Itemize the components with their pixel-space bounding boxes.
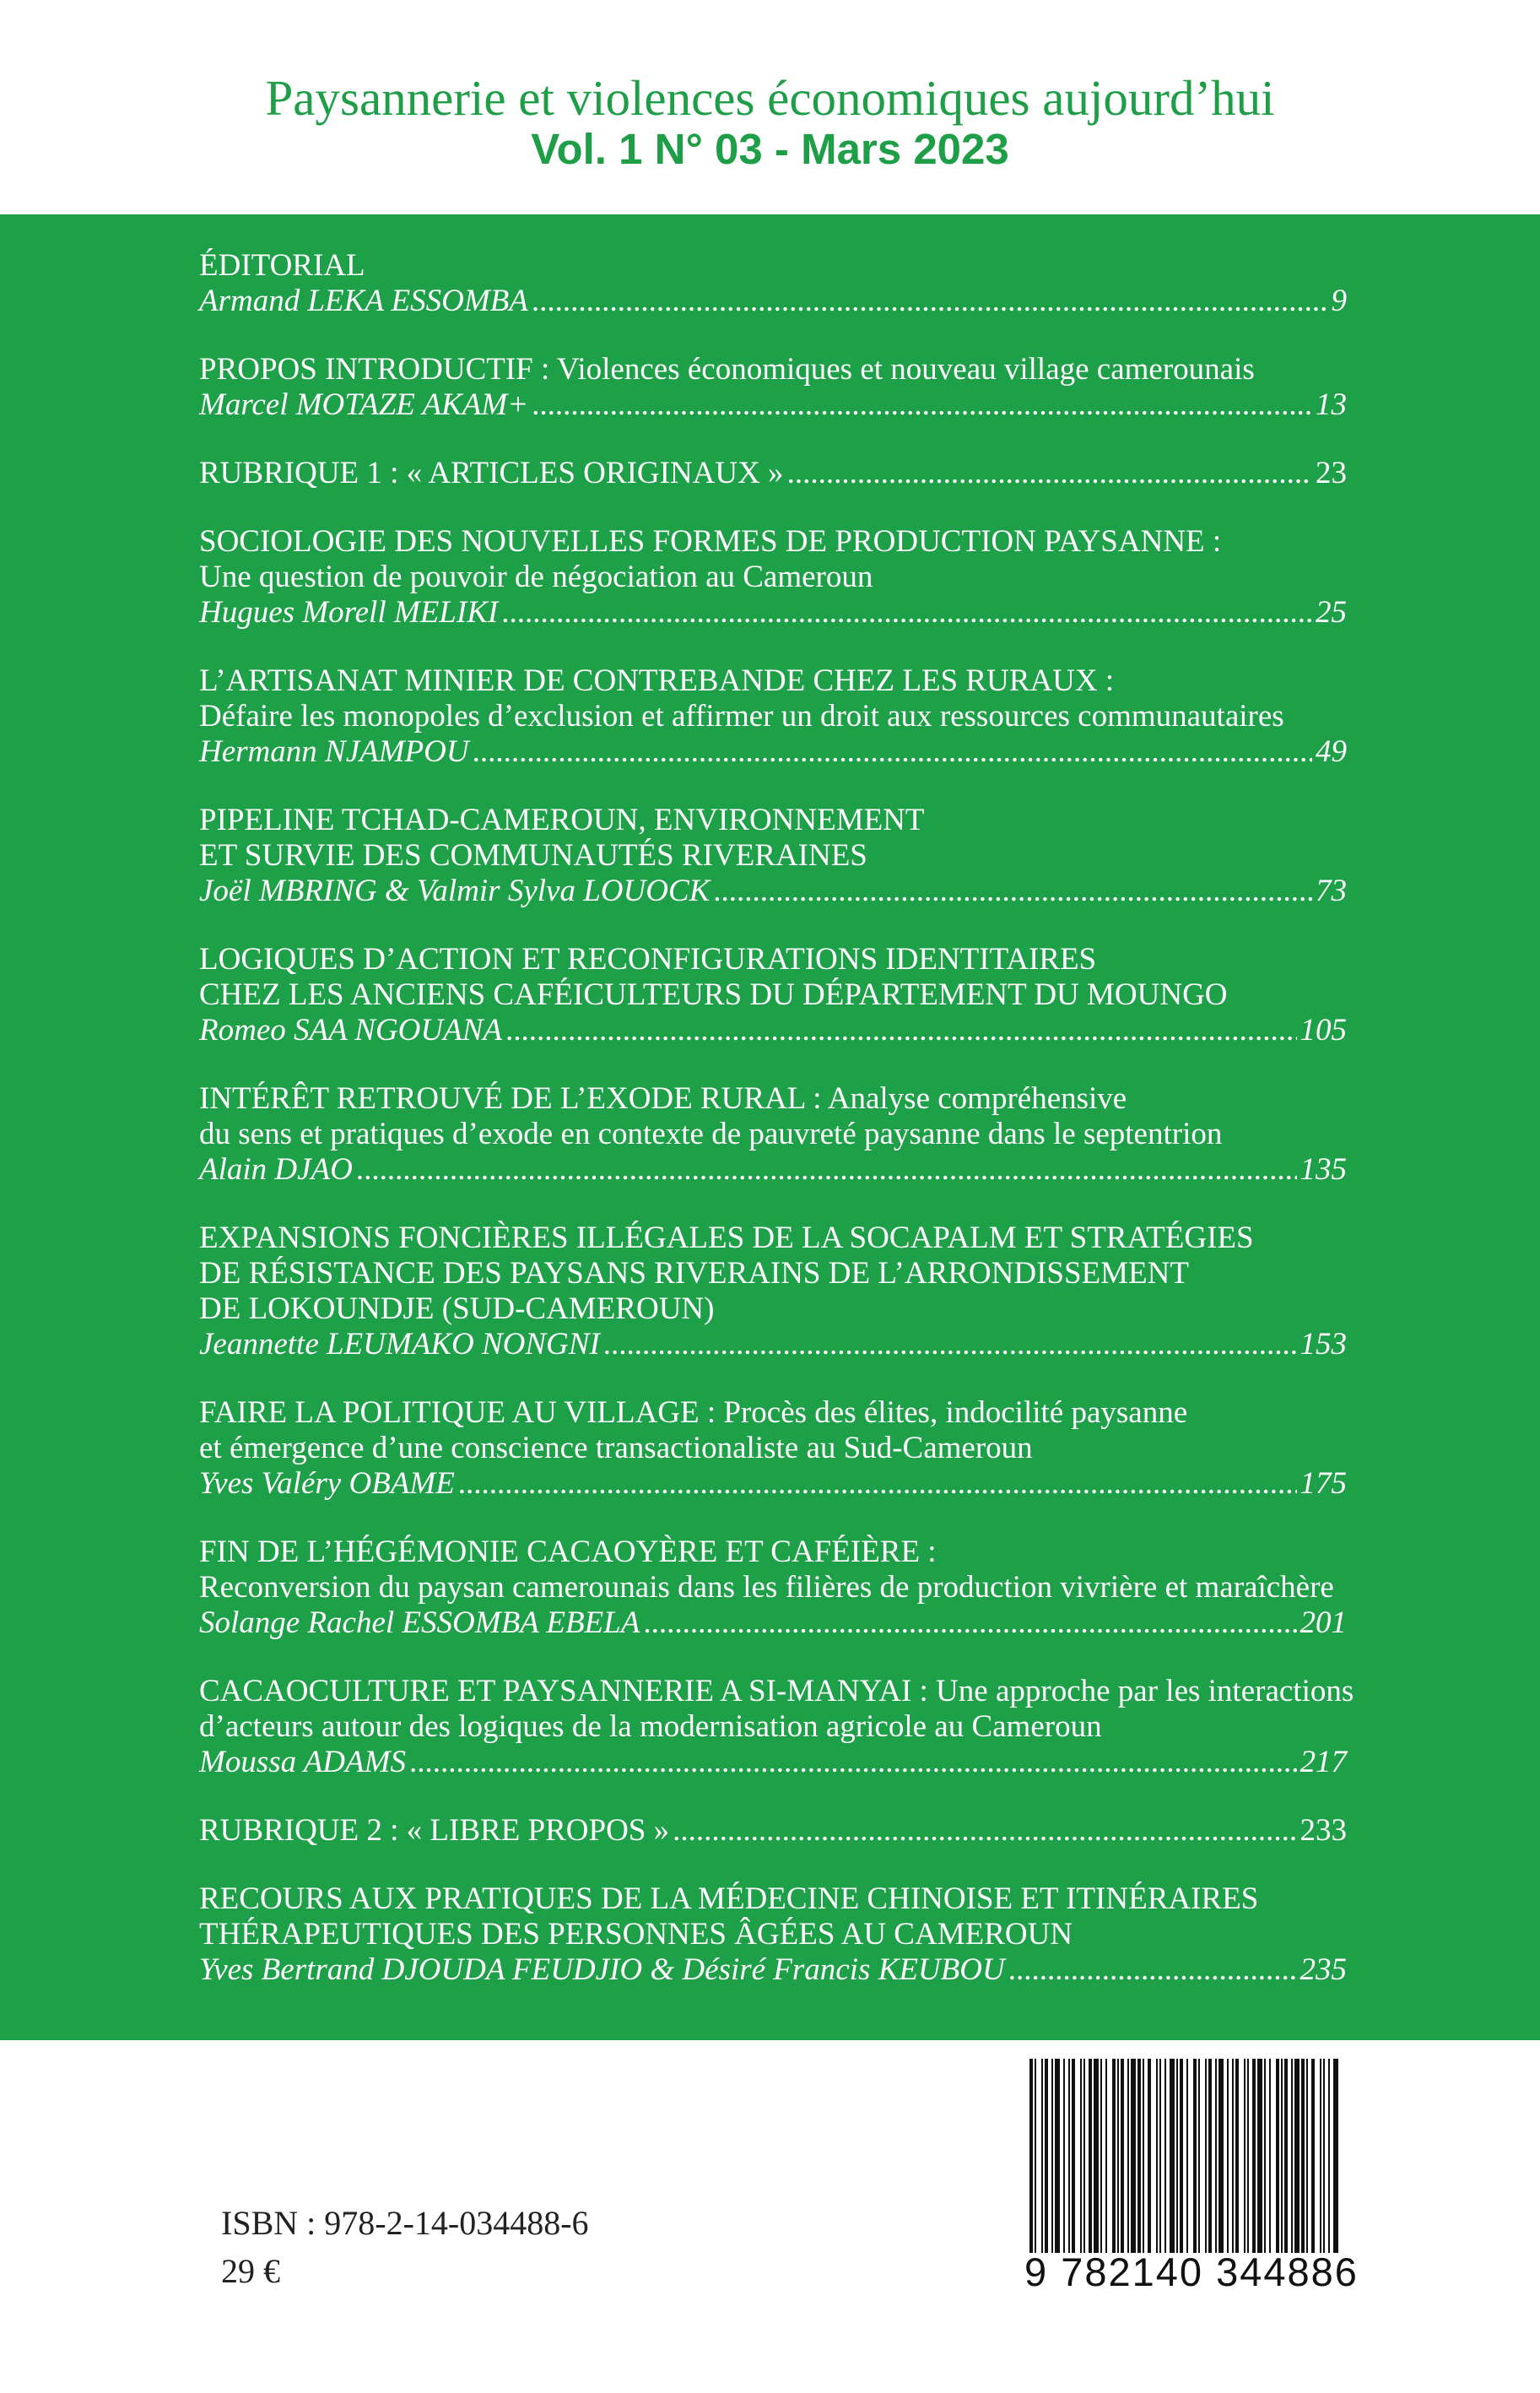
toc-author-line (199, 284, 1347, 319)
toc-author-line (199, 734, 1347, 770)
toc-entry-page: 23 (1316, 456, 1347, 490)
barcode-bar (1068, 2059, 1070, 2253)
barcode-bar (1264, 2059, 1266, 2253)
barcode-bar (1170, 2059, 1175, 2253)
toc-entry-subtitle: du sens et pratiques d’exode en contexte de pauvreté paysanne dans le septentrion (199, 1117, 1223, 1151)
barcode-bar (1127, 2059, 1129, 2253)
toc-author-line (199, 1605, 1347, 1641)
toc-entry-title: SOCIOLOGIE DES NOUVELLES FORMES DE PRODUCTION PAYSANNE : (199, 524, 1222, 559)
toc-entry-title: ÉDITORIAL (199, 248, 365, 283)
toc-entry-author: Alain DJAO (199, 1152, 353, 1187)
toc-entry-author: Hugues Morell MELIKI (199, 595, 499, 630)
barcode-bar (1105, 2059, 1107, 2253)
barcode-digits: 9 782140 344886 (1024, 2250, 1359, 2294)
barcode-bar (1094, 2059, 1099, 2253)
toc-entry (199, 1395, 1347, 1502)
barcode-bar (1156, 2059, 1158, 2253)
dot-leader (473, 734, 1312, 770)
toc-entry-author: Moussa ADAMS (199, 1745, 406, 1779)
toc-author-line (199, 1466, 1347, 1502)
barcode-bar (1180, 2059, 1183, 2253)
toc-entry-page: 73 (1316, 874, 1347, 908)
toc-entry-author: Armand LEKA ESSOMBA (199, 284, 528, 318)
barcode-bar (1143, 2059, 1144, 2253)
journal-title: Paysannerie et violences économiques aujourd’hui (265, 70, 1275, 126)
toc-entry-title: RECOURS AUX PRATIQUES DE LA MÉDECINE CHINOISE ET ITINÉRAIRES (199, 1881, 1259, 1916)
barcode-bar (1294, 2059, 1300, 2253)
toc-entry-page: 9 (1331, 284, 1347, 318)
toc-rubric-line (199, 1813, 1347, 1849)
barcode-bar (1320, 2059, 1321, 2253)
toc-entry-author: Hermann NJAMPOU (199, 734, 469, 769)
toc-entry-page: 105 (1300, 1013, 1347, 1048)
barcode-bar (1137, 2059, 1141, 2253)
toc-entry-author: Joël MBRING & Valmir Sylva LOUOCK (199, 874, 711, 908)
toc-entry-page: 25 (1316, 595, 1347, 630)
dot-leader (673, 1813, 1296, 1849)
dot-leader (532, 284, 1328, 319)
toc-rubric-title: RUBRIQUE 2 : « LIBRE PROPOS » (199, 1813, 670, 1848)
toc-rubric (199, 1813, 1347, 1849)
barcode-bar (1291, 2059, 1293, 2253)
toc-entry-title: CACAOCULTURE ET PAYSANNERIE A SI-MANYAI : Une approche par les interactions (199, 1674, 1354, 1708)
barcode-bar (1284, 2059, 1288, 2253)
barcode-bar (1333, 2059, 1338, 2253)
toc-entry-subtitle: d’acteurs autour des logiques de la modernisation agricole au Cameroun (199, 1709, 1102, 1744)
barcode-bar (1051, 2059, 1053, 2253)
toc-entry-subtitle: Une question de pouvoir de négociation au Cameroun (199, 560, 873, 594)
barcode-bar (1117, 2059, 1119, 2253)
barcode-bar (1100, 2059, 1102, 2253)
barcode-bar (1244, 2059, 1246, 2253)
table-of-contents (199, 248, 1354, 2021)
dot-leader (643, 1605, 1296, 1641)
barcode-bar (1215, 2059, 1217, 2253)
toc-entry (199, 352, 1347, 423)
toc-author-line (199, 1952, 1347, 1988)
toc-entry-author: Solange Rachel ESSOMBA EBELA (199, 1605, 640, 1640)
toc-entry-author: Romeo SAA NGOUANA (199, 1013, 502, 1048)
barcode-bar (1232, 2059, 1234, 2253)
barcode-bar (1328, 2059, 1330, 2253)
barcode-bar (1193, 2059, 1197, 2253)
toc-entry-subtitle: CHEZ LES ANCIENS CAFÉICULTEURS DU DÉPARTEMENT DU MOUNGO (199, 977, 1228, 1012)
toc-author-line (199, 387, 1347, 423)
barcode-bar (1252, 2059, 1256, 2253)
barcode-bar (1029, 2059, 1033, 2253)
dot-leader (1008, 1952, 1297, 1988)
toc-entry-title: LOGIQUES D’ACTION ET RECONFIGURATIONS IDENTITAIRES (199, 942, 1097, 977)
toc-entry-page: 49 (1316, 734, 1347, 769)
barcode-bar (1218, 2059, 1224, 2253)
toc-entry-page: 135 (1300, 1152, 1347, 1187)
toc-entry-page: 153 (1300, 1327, 1347, 1362)
dot-leader (501, 595, 1312, 631)
toc-entry-title: L’ARTISANAT MINIER DE CONTREBANDE CHEZ LES RURAUX : (199, 663, 1115, 698)
toc-entry-author: Jeannette LEUMAKO NONGNI (199, 1327, 600, 1362)
toc-author-line (199, 1327, 1347, 1362)
toc-entry-subtitle: Reconversion du paysan camerounais dans les filières de production vivrière et maraîchère (199, 1570, 1334, 1605)
barcode-bar (1089, 2059, 1092, 2253)
barcode-bar (1323, 2059, 1325, 2253)
issue-label: Vol. 1 N° 03 - Mars 2023 (531, 125, 1009, 173)
toc-entry-subtitle: Défaire les monopoles d’exclusion et affirmer un droit aux ressources communautaires (199, 699, 1284, 734)
toc-entry-title: INTÉRÊT RETROUVÉ DE L’EXODE RURAL : Analyse compréhensive (199, 1081, 1127, 1116)
barcode-bar (1198, 2059, 1200, 2253)
barcode-bar (1148, 2059, 1151, 2253)
toc-author-line (199, 1152, 1347, 1188)
barcode-bar (1269, 2059, 1271, 2253)
toc-entry-title: FIN DE L’HÉGÉMONIE CACAOYÈRE ET CAFÉIÈRE : (199, 1535, 937, 1569)
cover-footer (0, 2040, 1540, 2393)
toc-author-line (199, 595, 1347, 631)
toc-entry (199, 524, 1347, 631)
toc-entry-page: 217 (1300, 1745, 1347, 1779)
toc-entry-subtitle: DE LOKOUNDJE (SUD-CAMEROUN) (199, 1291, 715, 1326)
toc-entry-author: Marcel MOTAZE AKAM+ (199, 387, 529, 422)
cover-header (0, 0, 1540, 214)
barcode-bar (1227, 2059, 1229, 2253)
toc-entry-author: Yves Bertrand DJOUDA FEUDJIO & Désiré Francis KEUBOU (199, 1952, 1005, 1987)
barcode-bar (1080, 2059, 1082, 2253)
dot-leader (603, 1327, 1297, 1362)
toc-entry-subtitle: DE RÉSISTANCE DES PAYSANS RIVERAINS DE L’ARRONDISSEMENT (199, 1256, 1189, 1291)
toc-author-line (199, 874, 1347, 909)
toc-entry (199, 1081, 1347, 1188)
toc-entry (199, 942, 1347, 1048)
barcode-bar (1035, 2059, 1036, 2253)
toc-author-line (199, 1013, 1347, 1048)
dot-leader (713, 874, 1312, 909)
barcode-bar (1247, 2059, 1249, 2253)
dot-leader (787, 456, 1312, 491)
dot-leader (532, 387, 1312, 423)
toc-entry-title: PROPOS INTRODUCTIF : Violences économiques et nouveau village camerounais (199, 352, 1255, 387)
toc-rubric-title: RUBRIQUE 1 : « ARTICLES ORIGINAUX » (199, 456, 784, 490)
barcode-bar (1235, 2059, 1239, 2253)
barcode-bar (1306, 2059, 1308, 2253)
barcode-bar (1186, 2059, 1188, 2253)
toc-entry-page: 175 (1300, 1466, 1347, 1501)
toc-entry-subtitle: et émergence d’une conscience transactionaliste au Sud-Cameroun (199, 1431, 1033, 1465)
toc-entry-subtitle: ET SURVIE DES COMMUNAUTÉS RIVERAINES (199, 838, 867, 873)
toc-entry (199, 248, 1347, 319)
barcode-bar (1301, 2059, 1305, 2253)
toc-entry-page: 13 (1316, 387, 1347, 422)
barcode-bar (1311, 2059, 1315, 2253)
toc-entry (199, 1535, 1347, 1641)
toc-rubric-line (199, 456, 1347, 491)
barcode (1024, 2059, 1359, 2294)
table-of-contents-panel (0, 214, 1540, 2040)
toc-entry-title: FAIRE LA POLITIQUE AU VILLAGE : Procès des élites, indocilité paysanne (199, 1395, 1188, 1430)
dot-leader (409, 1745, 1297, 1780)
barcode-bar (1112, 2059, 1116, 2253)
barcode-bar (1063, 2059, 1065, 2253)
barcode-bar (1176, 2059, 1178, 2253)
toc-entry-subtitle: THÉRAPEUTIQUES DES PERSONNES ÂGÉES AU CAMEROUN (199, 1917, 1073, 1952)
dot-leader (458, 1466, 1297, 1502)
barcode-bar (1208, 2059, 1212, 2253)
barcode-bar (1257, 2059, 1262, 2253)
barcode-bar (1072, 2059, 1075, 2253)
toc-entry-title: EXPANSIONS FONCIÈRES ILLÉGALES DE LA SOCAPALM ET STRATÉGIES (199, 1221, 1254, 1255)
toc-entry-author: Yves Valéry OBAME (199, 1466, 455, 1501)
barcode-bar (1281, 2059, 1283, 2253)
barcode-bar (1164, 2059, 1166, 2253)
toc-entry (199, 663, 1347, 770)
toc-entry (199, 1881, 1347, 1988)
isbn-label: ISBN : 978-2-14-034488-6 (221, 2204, 589, 2242)
barcode-bar (1159, 2059, 1161, 2253)
barcode-bar (1205, 2059, 1207, 2253)
dot-leader (356, 1152, 1297, 1188)
barcode-bar (1131, 2059, 1136, 2253)
barcode-bar (1083, 2059, 1085, 2253)
toc-entry-page: 233 (1300, 1813, 1347, 1848)
barcode-bar (1276, 2059, 1279, 2253)
toc-entry-page: 201 (1300, 1605, 1347, 1640)
price-label: 29 € (221, 2252, 280, 2290)
toc-entry (199, 803, 1347, 909)
toc-entry (199, 1674, 1354, 1780)
barcode-bar (1045, 2059, 1048, 2253)
toc-author-line (199, 1745, 1347, 1780)
toc-entry-title: PIPELINE TCHAD-CAMEROUN, ENVIRONNEMENT (199, 803, 925, 837)
dot-leader (505, 1013, 1297, 1048)
barcode-bar (1041, 2059, 1043, 2253)
toc-entry (199, 1221, 1347, 1362)
toc-entry-page: 235 (1300, 1952, 1347, 1987)
barcode-bar (1121, 2059, 1124, 2253)
toc-rubric (199, 456, 1347, 491)
barcode-bars (1024, 2059, 1343, 2253)
barcode-bar (1055, 2059, 1060, 2253)
